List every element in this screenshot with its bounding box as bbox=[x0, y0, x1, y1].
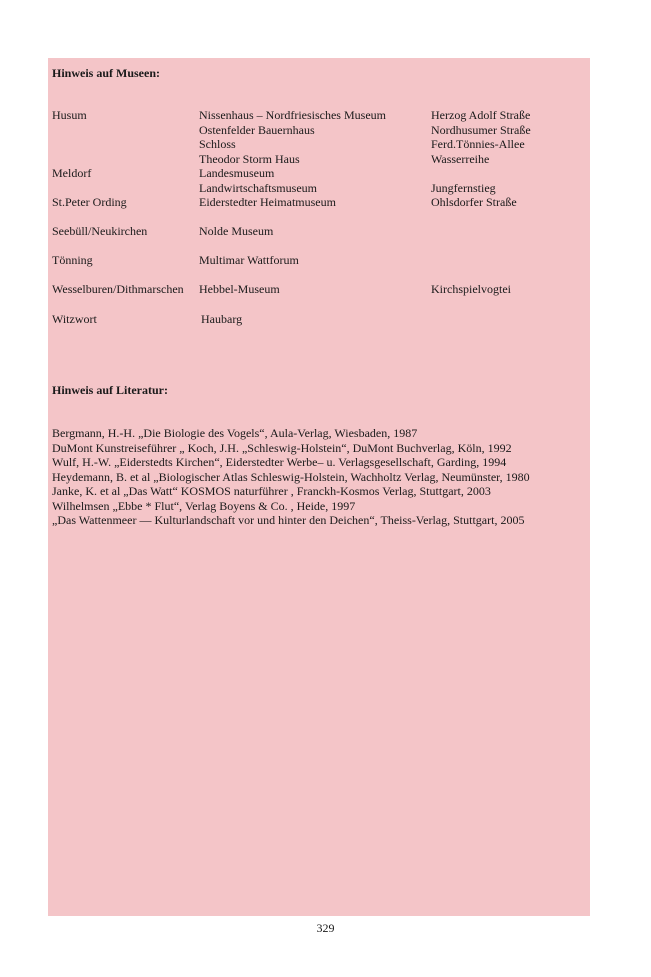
museum-place: Seebüll/Neukirchen bbox=[52, 224, 148, 238]
museum-name: Landwirtschaftsmuseum bbox=[199, 180, 317, 195]
museum-place: Meldorf bbox=[52, 166, 92, 180]
museum-name: Schloss bbox=[199, 137, 236, 151]
literature-entry: Wilhelmsen „Ebbe * Flut“, Verlag Boyens & Co. , Heide, 1997 bbox=[52, 498, 356, 513]
museum-name: Nolde Museum bbox=[199, 224, 274, 238]
literature-entry: Wulf, H.-W. „Eiderstedts Kirchen“, Eiderstedter Werbe– u. Verlagsgesellschaft, Garding, 1994 bbox=[52, 455, 507, 469]
museum-street: Kirchspielvogtei bbox=[431, 282, 511, 296]
page-number: 329 bbox=[316, 921, 335, 935]
museum-name: Hebbel-Museum bbox=[199, 282, 280, 296]
literature-entry: Bergmann, H.-H. „Die Biologie des Vogels“, Aula-Verlag, Wiesbaden, 1987 bbox=[52, 426, 418, 440]
literature-entry: Janke, K. et al „Das Watt“ KOSMOS naturführer , Franckh-Kosmos Verlag, Stuttgart, 2003 bbox=[52, 484, 491, 498]
museum-place: Wesselburen/Dithmarschen bbox=[52, 282, 184, 296]
museum-place: Witzwort bbox=[52, 312, 97, 326]
museum-street: Ferd.Tönnies-Allee bbox=[431, 137, 525, 151]
museum-name: Ostenfelder Bauernhaus bbox=[199, 122, 315, 137]
museum-street: Wasserreihe bbox=[431, 151, 490, 166]
museum-name: Nissenhaus – Nordfriesisches Museum bbox=[199, 108, 386, 122]
literature-entry: „Das Wattenmeer — Kulturlandschaft vor und hinter den Deichen“, Theiss-Verlag, Stuttgart, 2005 bbox=[52, 513, 525, 527]
museum-street: Nordhusumer Straße bbox=[431, 122, 531, 137]
museum-name: Haubarg bbox=[201, 312, 243, 326]
museum-name: Eiderstedter Heimatmuseum bbox=[199, 195, 336, 209]
literature-entry: Heydemann, B. et al „Biologischer Atlas Schleswig-Holstein, Wachholtz Verlag, Neumünster, 1980 bbox=[52, 469, 530, 484]
museum-name: Theodor Storm Haus bbox=[199, 151, 300, 166]
literature-entry: DuMont Kunstreiseführer „ Koch, J.H. „Schleswig-Holstein“, DuMont Buchverlag, Köln, 1992 bbox=[52, 440, 512, 455]
museums-heading: Hinweis auf Museen: bbox=[52, 66, 160, 80]
museum-place: Tönning bbox=[52, 253, 93, 267]
museum-street: Jungfernstieg bbox=[431, 180, 496, 195]
museum-street: Ohlsdorfer Straße bbox=[431, 195, 517, 209]
literature-heading: Hinweis auf Literatur: bbox=[52, 383, 168, 397]
museum-name: Landesmuseum bbox=[199, 166, 275, 180]
museum-name: Multimar Wattforum bbox=[199, 253, 299, 267]
museum-place: Husum bbox=[52, 108, 87, 122]
museum-street: Herzog Adolf Straße bbox=[431, 108, 531, 122]
museum-place: St.Peter Ording bbox=[52, 195, 127, 209]
